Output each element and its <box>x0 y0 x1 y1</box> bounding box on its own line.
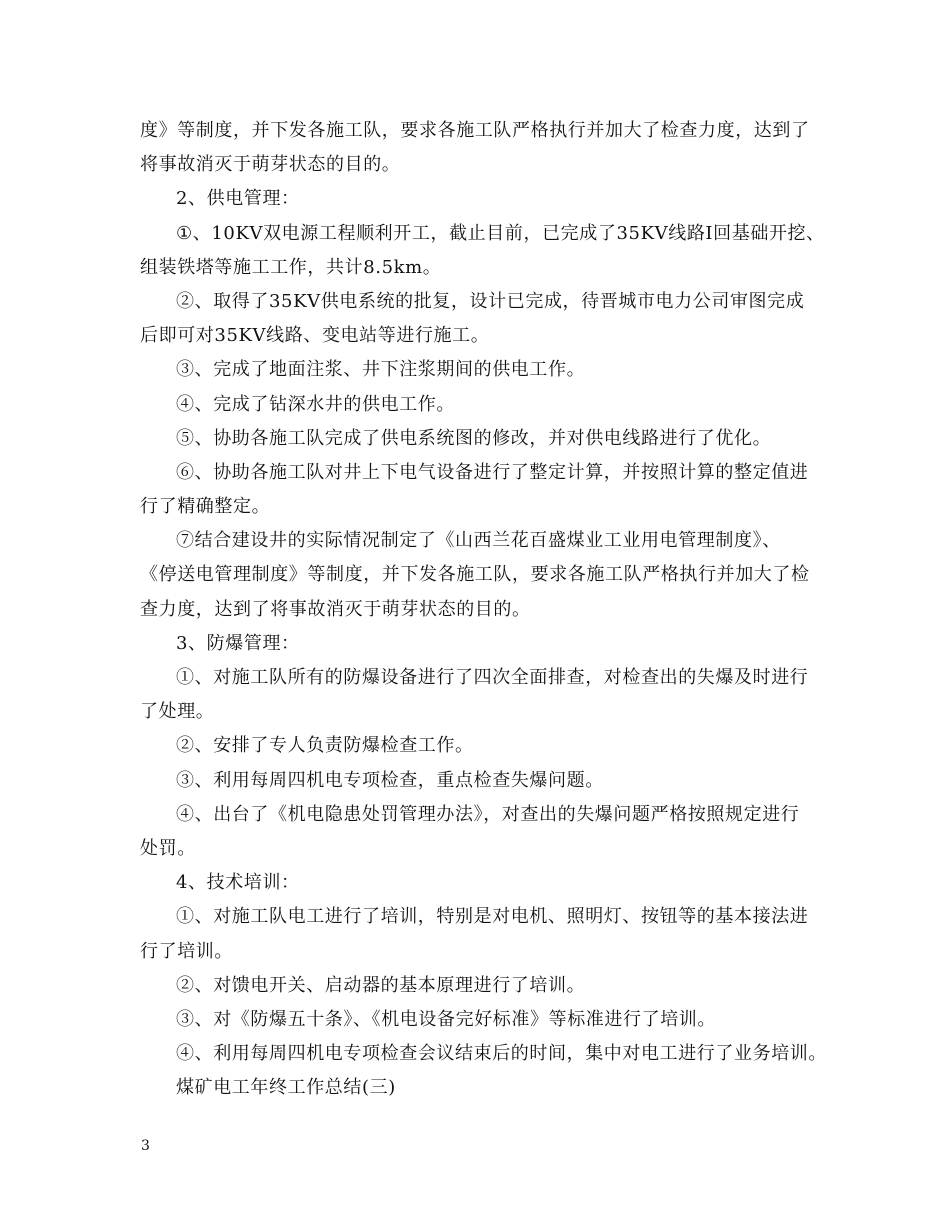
text-line: ③、利用每周四机电专项检查，重点检查失爆问题。 <box>176 769 604 791</box>
text-line: ①、10KV双电源工程顺利开工，截止目前，已完成了35KV线路Ⅰ回基础开挖、 <box>176 222 825 244</box>
text-line: ②、安排了专人负责防爆检查工作。 <box>176 735 474 757</box>
text-line: ⑥、协助各施工队对井上下电气设备进行了整定计算，并按照计算的整定值进 <box>176 461 809 483</box>
text-line: ③、完成了地面注浆、井下注浆期间的供电工作。 <box>176 359 586 381</box>
document-title-next: 煤矿电工年终工作总结(三) <box>176 1077 396 1099</box>
text-line: ③、对《防爆五十条》、《机电设备完好标准》等标准进行了培训。 <box>176 1008 716 1030</box>
section-heading: 4、技术培训： <box>176 872 300 894</box>
text-line: 行了精确整定。 <box>140 496 271 518</box>
text-line: ①、对施工队所有的防爆设备进行了四次全面排查，对检查出的失爆及时进行 <box>176 667 809 688</box>
text-line: 查力度，达到了将事故消灭于萌芽状态的目的。 <box>140 598 531 620</box>
text-line: ⑦结合建设井的实际情况制定了《山西兰花百盛煤业工业用电管理制度》、 <box>176 530 781 552</box>
section-heading: 2、供电管理： <box>176 188 300 210</box>
text-line: 度》等制度，并下发各施工队，要求各施工队严格执行并加大了检查力度，达到了 <box>140 120 810 141</box>
text-line: 将事故消灭于萌芽状态的目的。 <box>140 154 401 176</box>
text-line: ④、出台了《机电隐患处罚管理办法》，对查出的失爆问题严格按照规定进行 <box>176 803 800 825</box>
page-number: 3 <box>141 1138 150 1154</box>
body-text <box>140 114 827 1105</box>
text-line: 处罚。 <box>140 837 196 859</box>
section-heading: 3、防爆管理： <box>176 632 300 654</box>
text-line: 了处理。 <box>140 701 215 723</box>
text-line: 《停送电管理制度》等制度，并下发各施工队，要求各施工队严格执行并加大了检 <box>140 564 810 586</box>
text-line: 组装铁塔等施工工作，共计8.5km。 <box>140 256 442 278</box>
text-line: ②、对馈电开关、启动器的基本原理进行了培训。 <box>176 974 586 996</box>
text-line: ⑤、协助各施工队完成了供电系统图的修改，并对供电线路进行了优化。 <box>176 427 772 449</box>
text-line: ④、利用每周四机电专项检查会议结束后的时间，集中对电工进行了业务培训。 <box>176 1043 827 1065</box>
text-line: 行了培训。 <box>140 940 233 962</box>
text-line: ①、对施工队电工进行了培训，特别是对电机、照明灯、按钮等的基本接法进 <box>176 906 809 928</box>
text-line: 后即可对35KV线路、变电站等进行施工。 <box>140 325 490 347</box>
text-line: ②、取得了35KV供电系统的批复，设计已完成，待晋城市电力公司审图完成 <box>176 290 805 312</box>
text-line: ④、完成了钻深水井的供电工作。 <box>176 393 455 415</box>
